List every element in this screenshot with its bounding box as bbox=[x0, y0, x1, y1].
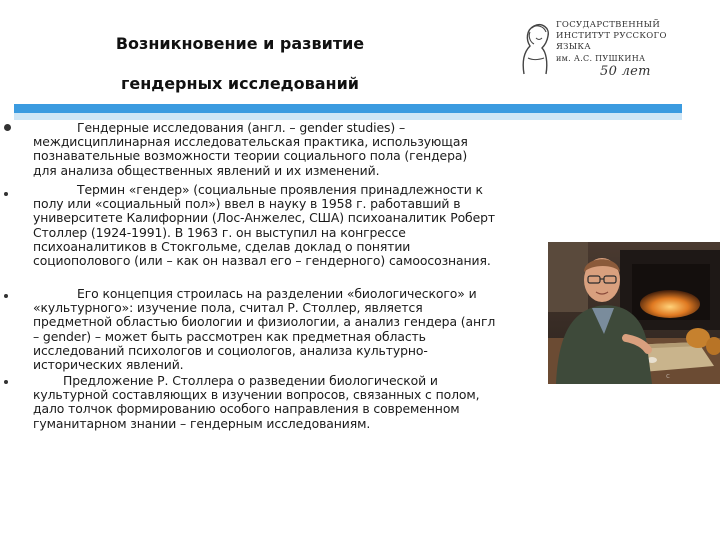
svg-text:c: c bbox=[666, 372, 670, 380]
bullet-dot-icon bbox=[4, 124, 11, 131]
logo-line-4: 50 лет bbox=[600, 64, 651, 79]
institute-logo bbox=[516, 18, 686, 82]
paragraph-concept: Его концепция строилась на разделении «биологического» и «культурного»: изучение пола, считал Р. Столлер, является предметной областью биологии и физиологии, а анализ гендера (англ – gender) – может быть рассмотрен как предметная область исследований психологов и социологов, анализа культурно- исторических явлений. bbox=[33, 286, 496, 373]
slide-title-line1: Возникновение и развитие bbox=[115, 34, 365, 53]
paragraph-influence: Предложение Р. Столлера о разведении биологической и культурной составляющих в изучении вопросов, связанных с полом, дало толчок формированию особого направления в современном гуманитарном знании – гендерным исследованиям. bbox=[33, 373, 480, 431]
man-at-table-photo-icon bbox=[548, 242, 720, 384]
logo-line-1: ГОСУДАРСТВЕННЫЙ bbox=[556, 20, 661, 30]
paragraph-definition: Гендерные исследования (англ. – gender studies) – междисциплинарная исследовательская практика, использующая познавательные возможности теории социального пола (гендера) для анализа общественных явлений и их изменений. bbox=[33, 120, 468, 178]
logo-line-2: ИНСТИТУТ РУССКОГО ЯЗЫКА bbox=[556, 31, 667, 52]
bullet-dot-icon bbox=[4, 192, 8, 196]
header-accent-bar bbox=[14, 104, 682, 113]
logo-line-3: им. А.С. ПУШКИНА bbox=[556, 54, 646, 63]
paragraph-term-origin: Термин «гендер» (социальные проявления принадлежности к полу или «социальный пол») ввел в науку в 1958 г. работавший в университете Калифорнии (Лос-Анжелес, США) психоаналитик Роберт Столлер (1924-1991). В 1963 г. он выступил на конгрессе психоаналитиков в Стокгольме, сделав доклад о понятии социополового (или – как он назвал его – гендерного) самоосознания. bbox=[33, 182, 496, 269]
pushkin-portrait-logo-icon bbox=[516, 18, 556, 78]
bullet-dot-icon bbox=[4, 380, 8, 384]
stoller-photo bbox=[548, 242, 720, 384]
header-accent-subbar bbox=[14, 113, 682, 120]
bullet-dot-icon bbox=[4, 294, 8, 298]
slide-title-line2: гендерных исследований bbox=[121, 74, 359, 93]
